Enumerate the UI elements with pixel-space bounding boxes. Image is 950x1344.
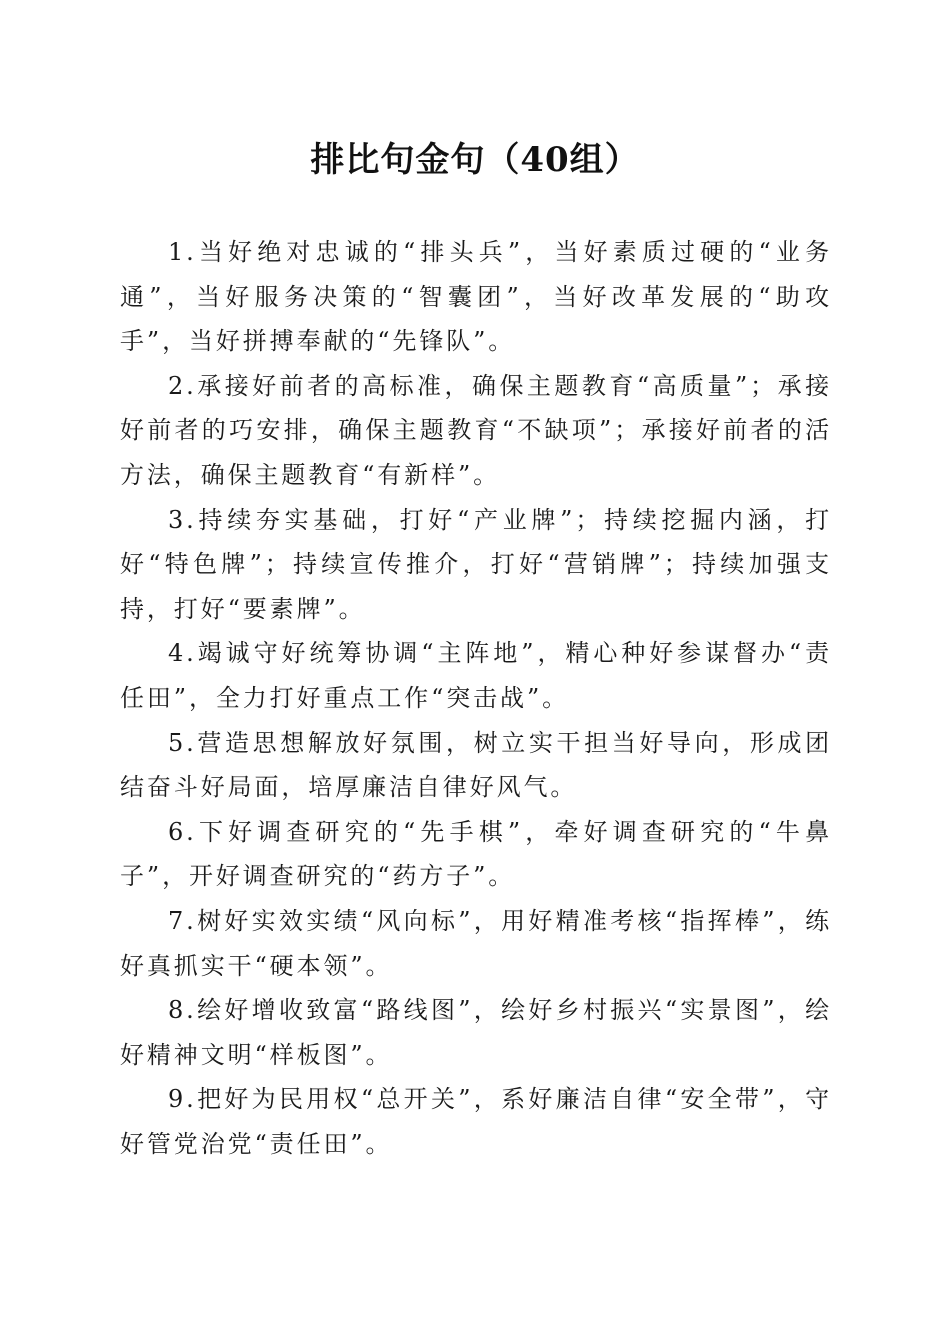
paragraph-1: 1.当好绝对忠诚的“排头兵”，当好素质过硬的“业务通”，当好服务决策的“智囊团”，当好改革发展的“助攻手”，当好拼搏奉献的“先锋队”。: [120, 238, 832, 356]
paragraph-7: 7.树好实效实绩“风向标”，用好精准考核“指挥棒”，练好真抓实干“硬本领”。: [120, 906, 832, 980]
paragraph-6: 6.下好调查研究的“先手棋”，牵好调查研究的“牛鼻子”，开好调查研究的“药方子”。: [120, 817, 832, 891]
document-title: 排比句金句（40组）: [310, 140, 640, 180]
document-body: [120, 230, 832, 1166]
paragraph-9: 9.把好为民用权“总开关”，系好廉洁自律“安全带”，守好管党治党“责任田”。: [120, 1085, 832, 1158]
paragraph-5: 5.营造思想解放好氛围，树立实干担当好导向，形成团结奋斗好局面，培厚廉洁自律好风气。: [120, 728, 832, 802]
paragraph-4: 4.竭诚守好统筹协调“主阵地”，精心种好参谋督办“责任田”，全力打好重点工作“突击战”。: [120, 639, 832, 712]
paragraph-2: 2.承接好前者的高标准，确保主题教育“高质量”；承接好前者的巧安排，确保主题教育“不缺项”；承接好前者的活方法，确保主题教育“有新样”。: [120, 371, 832, 489]
paragraph-3: 3.持续夯实基础，打好“产业牌”；持续挖掘内涵，打好“特色牌”；持续宣传推介，打好“营销牌”；持续加强支持，打好“要素牌”。: [120, 505, 832, 623]
paragraph-8: 8.绘好增收致富“路线图”，绘好乡村振兴“实景图”，绘好精神文明“样板图”。: [120, 996, 832, 1069]
